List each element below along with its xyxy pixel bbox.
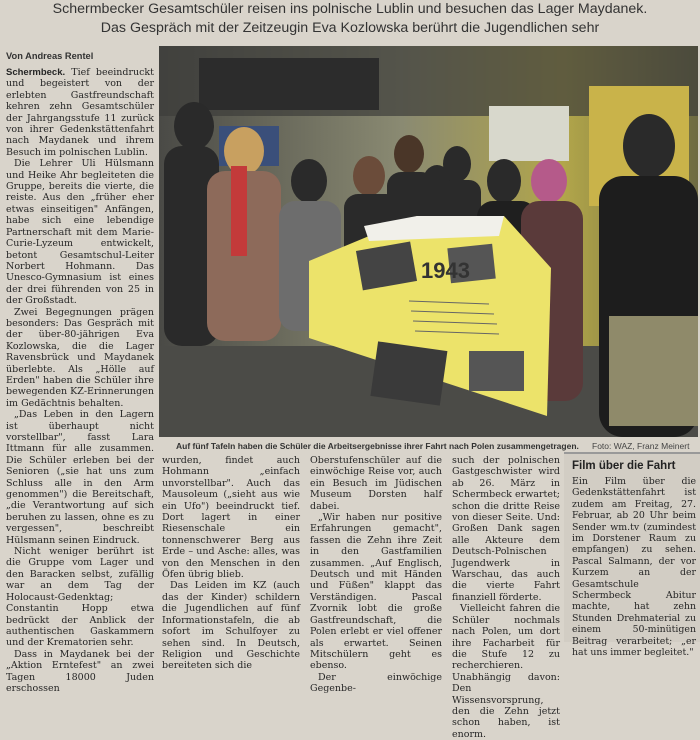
headline-line-2: Das Gespräch mit der Zeitzeugin Eva Kozlowska berührt die Jugendlichen sehr [100, 20, 600, 36]
paragraph-11: Der einwöchige Gegenbe- [310, 671, 442, 695]
byline: Von Andreas Rentel [6, 51, 94, 61]
headline-line-1: Schermbecker Gesamtschüler reisen ins polnische Lublin und besuchen das Lager Maydanek. [52, 1, 648, 17]
paragraph-6: Dass in Maydanek bei der „Aktion Erntefest" an zwei Tagen 18000 Juden erschossen [6, 648, 154, 694]
paragraph-3: Zwei Begegnungen prägen besonders: Das Gespräch mit der über-80-jährigen Eva Kozlowska, die die Lager Ravensbrück und Maydanek überlebte. Als „Hölle auf Erden" haben die Schüler ihre bewegenden KZ-Erinnerungen im Gedächtnis behalten. [6, 306, 155, 409]
infobox-title: Film über die Fahrt [572, 460, 676, 472]
paragraph-7: wurden, findet auch Hohmann „einfach unvorstellbar". Auch das Mausoleum („sieht aus wie ein Ufo") beeindruckt tief. Dort lagert in einer Riesenschale ein tonnenschwerer Berg aus Erde – und Asche: alles, was von den Menschen in den Öfen übrig blieb. [162, 455, 300, 581]
group-photo [159, 46, 698, 437]
dateline: Schermbeck. [6, 67, 66, 78]
article-column-4 [452, 455, 560, 740]
photo-caption: Auf fünf Tafeln haben die Schüler die Arbeitsergebnisse ihrer Fahrt nach Polen zusammengetragen. [176, 441, 579, 451]
article-column-3 [310, 455, 442, 695]
film-infobox [564, 452, 700, 659]
paragraph-5: Nicht weniger berührt ist die Gruppe vom Lager und den Baracken selbst, zufällig war an dem Tag der Holocaust-Gedenktag; Constantin Hopp etwa bedrückt der Anblick der authentischen Gaskammern und der Krematorien sehr. [6, 546, 154, 649]
poster-title: 1943 [421, 258, 470, 283]
paragraph-10: „Wir haben nur positive Erfahrungen gemacht", fassen die Zehn ihre Zeit in den Gastfamilien zusammen. „Auf Englisch, Deutsch und mit Händen und Füßen" klappt das Verständigen. Pascal Zvornik lobt die große Gastfreundschaft, die Polen erlebt er viel offener als erwartet. Seinen Mitschülern geht es ebenso. [310, 512, 442, 672]
paragraph-9: Oberstufenschüler auf die einwöchige Reise vor, auch ein Besuch im Jüdischen Museum Dorsten half dabei. [310, 455, 442, 512]
headline [0, 0, 700, 38]
infobox-text: Ein Film über die Gedenkstättenfahrt ist zudem am Freitag, 27. Februar, ab 20 Uhr beim Sender wm.tv (zumindest im Dorstener Raum zu empfangen) zu sehen. Pascal Salmann, der vor Kurzem an der Gesamtschule Schermbeck Abitur machte, hat zehn Stunden Drehmaterial zu einem 50-minütigen Beitrag verarbeitet; „er hat uns immer begleitet." [572, 476, 696, 659]
paragraph-12: such der polnischen Gastgeschwister wird ab 26. März in Schermbeck erwartet; schon die dritte Reise von dieser Seite. Und: Großen Dank sagen alle Akteure dem Deutsch-Polnischen Jugendwerk in Warschau, das auch die vierte Fahrt finanziell förderte. [452, 455, 560, 603]
paragraph-1: Schermbeck. Tief beeindruckt und begeistert von der erlebten Gastfreundschaft kehren zehn Gesamtschüler der Jahrgangsstufe 11 zurück von ihrer Gedenkstättenfahrt nach Maydanek und ihrem Besuch im polnischen Lublin. [6, 67, 154, 158]
article-column-2 [162, 455, 300, 672]
paragraph-4: „Das Leben in den Lagern ist überhaupt nicht vorstellbar", fasst Lara Ittmann für alle zusammen. Die Schüler erleben bei der Senioren („sie hat uns zum Schluss alle in den Arm genommen") die Bereitschaft, „die Verantwortung auf sich beruhen zu lassen, ohne es zu vergessen", beschreibt Hülsmann seinen Eindruck. [6, 409, 154, 546]
photo-credit: Foto: WAZ, Franz Meinert [592, 441, 690, 451]
article-column-1 [6, 67, 154, 694]
paragraph-13: Vielleicht fahren die Schüler nochmals nach Polen, um dort ihre Facharbeit für die Stufe 12 zu recherchieren. Unabhängig davon: Den Wissensvorsprung, den die Zehn jetzt schon haben, ist enorm. [452, 603, 560, 740]
paragraph-8: Das Leiden im KZ (auch das der Kinder) schildern die Jugendlichen auf fünf Informationstafeln, die ab sofort im Schulfoyer zu sehen sind. In Deutsch, Religion und Geschichte bereiteten sich die [162, 580, 300, 672]
photo-image [159, 46, 698, 437]
paragraph-2: Die Lehrer Uli Hülsmann und Heike Ahr begleiteten die Gruppe, bereits die vierte, die reiste. Aus den „früher eher etwas einseitigen" Anfängen, habe sich eine lebendige Partnerschaft mit dem Marie-Curie-Lyzeum entwickelt, betont Gesamtschul-Leiter Norbert Hohmann. Das Unesco-Gymnasium ist eines der drei führenden von 25 in der Großstadt. [6, 158, 154, 307]
